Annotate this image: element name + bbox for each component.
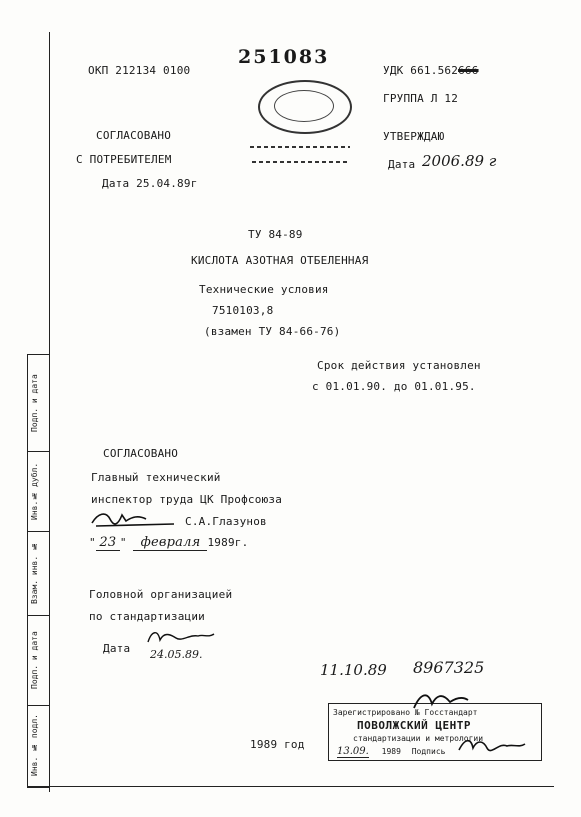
org-date-label: Дата (103, 642, 131, 655)
stamp-line-2: ПОВОЛЖСКИЙ ЦЕНТР (357, 719, 471, 732)
stamp-line-4 (337, 746, 445, 757)
udk-value: УДК 661.562 (383, 64, 459, 77)
inspector-name: С.А.Глазунов (185, 515, 267, 528)
margin-cell-5 (28, 705, 50, 786)
validity-line-1: Срок действия установлен (317, 359, 481, 372)
approved-label: УТВЕРЖДАЮ (383, 130, 445, 143)
footer-year: 1989 год (250, 738, 305, 751)
inspector-date-month: февраля (133, 535, 207, 551)
inspector-signature (88, 507, 180, 533)
margin-cell-3 (28, 531, 50, 616)
margin-label-4: Подп. и дата (30, 631, 39, 689)
stamp-dash-line-2 (252, 161, 348, 163)
agreed-date: Дата 25.04.89г (102, 177, 198, 190)
stamp-reg-year: 1989 (381, 747, 401, 756)
udk-code (383, 64, 479, 77)
margin-label-1: Подп. и дата (30, 374, 39, 432)
oval-stamp-inner (274, 90, 334, 122)
validity-line-2: с 01.01.90. до 01.01.95. (312, 380, 476, 393)
inspector-date (89, 535, 248, 551)
stamp-signature (457, 734, 527, 760)
bottom-frame-line (27, 786, 554, 787)
official-oval-stamp (258, 80, 352, 134)
inspector-line-1: Главный технический (91, 471, 221, 484)
stamp-dash-line-1 (250, 146, 350, 148)
stamp-overmark-signature (410, 688, 470, 716)
inspector-line-2: инспектор труда ЦК Профсоюза (91, 493, 283, 506)
margin-label-5: Инв. № подл. (30, 714, 39, 777)
date-close-quote: " (119, 536, 127, 549)
registration-date: 11.10.89 (320, 661, 387, 679)
date-open-quote: " (89, 536, 96, 549)
product-name: КИСЛОТА АЗОТНАЯ ОТБЕЛЕННАЯ (191, 254, 369, 267)
stamp-line-1: Зарегистрировано № Госстандарт (333, 708, 478, 717)
org-line-2: по стандартизации (89, 610, 205, 623)
margin-label-3: Взам. инв. № (30, 542, 39, 604)
stamp-line-3: стандартизации и метрологии (353, 734, 484, 743)
org-signature (146, 628, 216, 650)
consumer-label: С ПОТРЕБИТЕЛЕМ (76, 153, 172, 166)
approved-date-value: 2006.89 г (422, 152, 497, 170)
approved-date-label: Дата (388, 158, 416, 171)
org-date-hand: 24.05.89. (150, 648, 203, 661)
replaces-note: (взамен ТУ 84-66-76) (204, 325, 341, 338)
agreed-label: СОГЛАСОВАНО (96, 129, 172, 142)
margin-stamp-box (27, 354, 50, 788)
org-line-1: Головной организацией (89, 588, 233, 601)
inspector-date-year: 1989г. (207, 536, 249, 549)
margin-label-2: Инв.№ дубл. (30, 462, 39, 520)
margin-cell-1 (28, 355, 50, 452)
margin-cell-2 (28, 451, 50, 532)
registration-number: 8967325 (413, 658, 485, 677)
inspector-agreed-label: СОГЛАСОВАНО (103, 447, 179, 460)
stamp-reg-date: 13.09. (337, 746, 369, 757)
stamp-number: 251083 (238, 46, 330, 68)
margin-cell-4 (28, 615, 50, 706)
tu-number: ТУ 84-89 (248, 228, 303, 241)
product-code: 7510103,8 (212, 304, 274, 317)
group-code: ГРУППА Л 12 (383, 92, 459, 105)
stamp-reg-sign-label: Подпись (411, 747, 446, 756)
doc-type: Технические условия (199, 283, 329, 296)
inspector-date-day: 23 (96, 535, 120, 551)
udk-struck: 666 (458, 64, 479, 77)
okp-code: ОКП 212134 0100 (88, 64, 191, 77)
